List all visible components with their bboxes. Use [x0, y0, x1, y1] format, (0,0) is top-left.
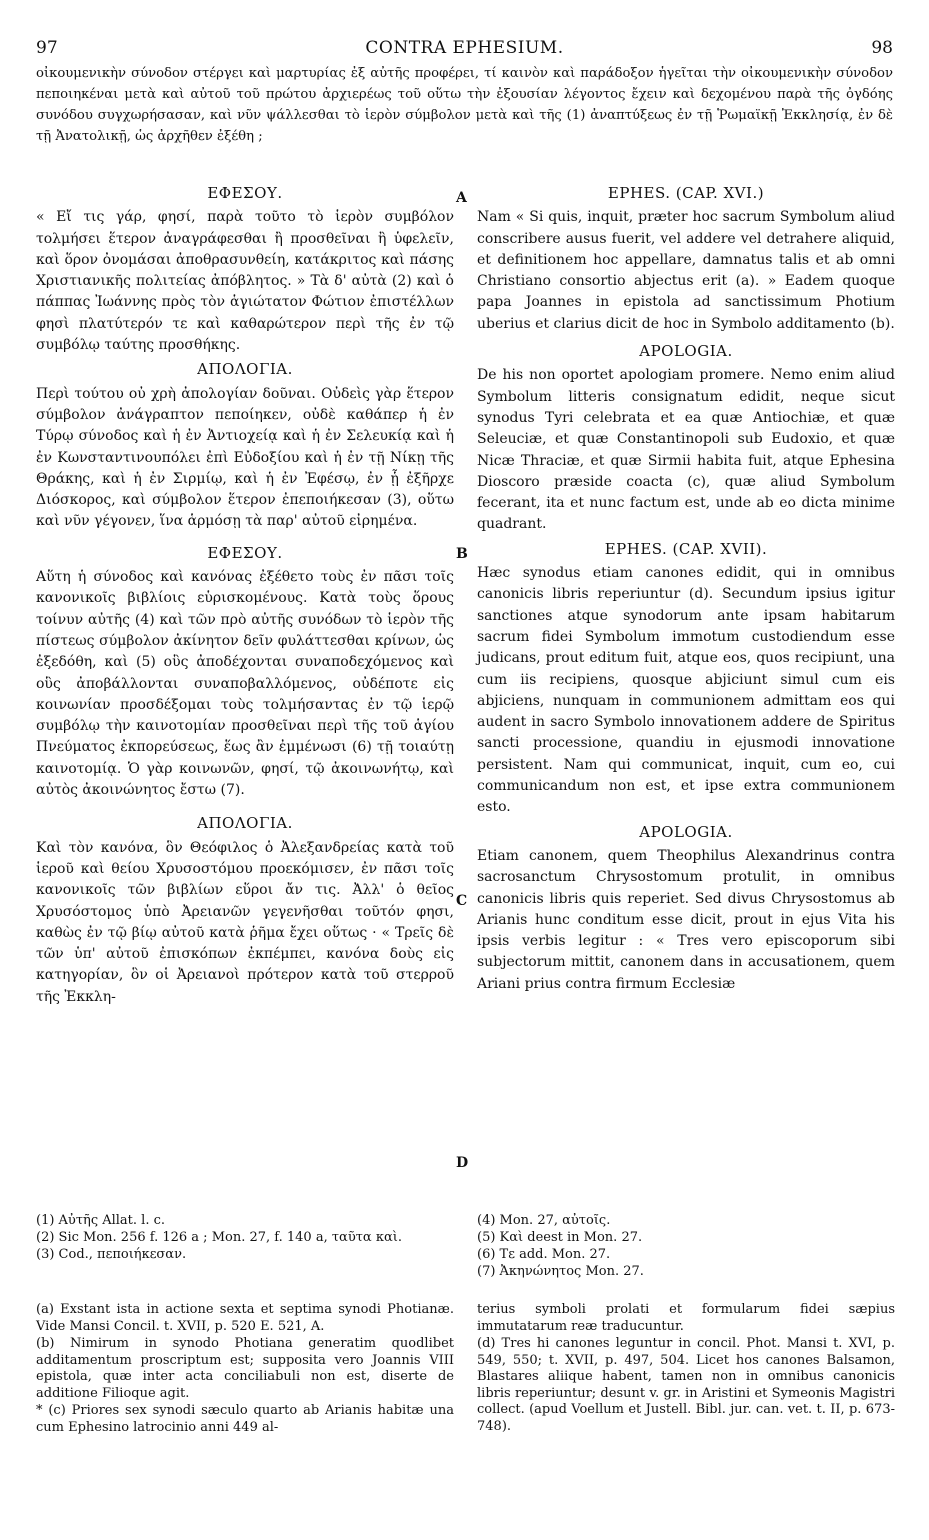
greek-paragraph-1: « Εἴ τις γάρ, φησί, παρὰ τοῦτο τὸ ἱερὸν συμβόλον τολμήσει ἕτερον ἀναγράφεσθαι ἢ προσθεῖναι ἢ ὑφελεῖν, καὶ ὅρον ὀνομάσαι ἀποθρασυνθείη, κατάκριτος καὶ πάσης Χριστιανικῆς πολιτείας ἀπόβλητος. » Τὰ δ' αὐτὰ (2) καὶ ὁ πάππας Ἰωάννης πρὸς τὸν ἁγιώτατον Φώτιον ἐπιστέλλων φησὶ πλατύτερόν τε καὶ καθαρώτερον περὶ τῆς ἐν τῷ συμβόλῳ ταύτης προσθήκης. [36, 209, 454, 354]
apparatus-right [477, 1212, 895, 1280]
running-header [0, 38, 929, 60]
apparatus-note: (5) Καὶ deest in Mon. 27. [477, 1230, 643, 1245]
latin-column [477, 180, 895, 995]
footnote: (d) Tres hi canones leguntur in concil. Phot. Mansi t. XVI, p. 549, 550; t. XVII, p. 497, 504. Licet hos canones Balsamon, Blastares aliique habent, tamen non in omnibus canonicis libris reperiuntur; desunt v. gr. in Aristini et Symeonis Magistri collect. (apud Voellum et Justell. Bibl. jur. can. vet. t. II, p. 673-748). [477, 1336, 895, 1434]
latin-heading-ephes-1: EPHES. (CAP. XVI.) [607, 184, 765, 202]
footnote: (b) Nimirum in synodo Photiana generatim quodlibet additamentum proscriptum est; supposita vero Joannis VIII epistola, quæ inter acta conciliabuli non est, diserte de additione Filioque agit. [36, 1336, 454, 1401]
latin-heading-apologia-2: APOLOGIA. [639, 822, 733, 841]
margin-marker-d: D [456, 1155, 469, 1171]
latin-paragraph-2: De his non oportet apologiam promere. Nemo enim aliud Symbolum litteris consignatum edidit, neque sicut synodus Tyri celebrata et ea quæ Antiochiæ, et quæ Seleuciæ, et quæ Constantinopoli sub Eudoxio, et quæ Nicæ Thraciæ, et quæ Sirmii habita fuit, atque Ephesina Dioscoro præside coacta (c), quæ aliud Symbolum fecerant, ita et nunc factum est, unde ab eo dicta minime quadrant. [477, 367, 895, 533]
footnotes-left [36, 1302, 454, 1437]
greek-paragraph-2: Περὶ τούτου οὐ χρὴ ἀπολογίαν δοῦναι. Οὐδεὶς γὰρ ἕτερον σύμβολον ἀνάγραπτον πεποίηκεν, οὐδὲ καθάπερ ἡ ἐν Τύρῳ σύνοδος καὶ ἡ ἐν Ἀντιοχείᾳ καὶ ἡ ἐν Σελευκίᾳ καὶ ἡ ἐν Κωνσταντινουπόλει ἐπὶ Εὐδοξίου καὶ ἡ ἐν τῇ Νίκῃ τῆς Θράκης, καὶ ἡ ἐν Σιρμίῳ, καὶ ἡ ἐν Ἐφέσῳ, ἐν ᾗ ἐξῆρχε Διόσκορος, καὶ σύμβολον ἕτερον ἐπεποιήκεσαν (3), οὕτω καὶ νῦν γέγονεν, ἵνα ἁρμόσῃ τὰ παρ' αὐτοῦ εἰρημένα. [36, 385, 454, 530]
apparatus-note: (6) Τε add. Mon. 27. [477, 1247, 611, 1262]
greek-heading-apologia-2: ΑΠΟΛΟΓΙΑ. [197, 814, 293, 833]
footnotes-right [477, 1302, 895, 1436]
apparatus-left [36, 1212, 454, 1263]
margin-marker-b: B [456, 546, 468, 562]
apparatus-note: (1) Αὐτῆς Allat. l. c. [36, 1213, 166, 1228]
apparatus-note: (2) Sic Mon. 256 f. 126 a ; Mon. 27, f. 140 a, ταῦτα καὶ. [36, 1230, 402, 1245]
latin-heading-apologia-1: APOLOGIA. [639, 342, 733, 361]
greek-heading-ephesou-2: ΕΦΕΣΟΥ. [207, 543, 283, 562]
latin-heading-ephes-2: EPHES. (CAP. XVII). [604, 539, 768, 558]
greek-column [36, 180, 454, 1008]
latin-paragraph-4: Etiam canonem, quem Theophilus Alexandrinus contra sacrosanctum Chrysostomum protulit, in omnibus canonicis libris quis reperiet. Sed divus Chrysostomus ab Arianis hunc conditum esse dicit, prout in ejus Vita his ipsis verbis legitur : « Tres vero episcoporum sibi subjectorum mittit, canonem dans in accusationem, quem Ariani prius contra firmum Ecclesiæ [477, 847, 895, 992]
greek-paragraph-3: Αὕτη ἡ σύνοδος καὶ κανόνας ἐξέθετο τοὺς ἐν πᾶσι τοῖς κανονικοῖς βιβλίοις εὑρισκομένους. Κατὰ τοὺς ὅρους τοίνυν αὐτῆς (4) καὶ τῶν πρὸ αὐτῆς συνόδων τὸ ἱερὸν τῆς πίστεως σύμβολον ἀκίνητον δεῖν φυλάττεσθαι κρίνων, ὡς ἐξεδόθη, καὶ (5) οὓς ἀποδέχονται συναποδεχόμενος καὶ οὓς ἀποβάλλονται συναποβαλλόμενος, οὐδέποτε εἰς κοινωνίαν προσδέξομαι τοὺς τολμήσαντας ἐν τῷ ἱερῷ συμβόλῳ τὴν καινοτομίαν προσθεῖναι περὶ τῆς τοῦ ἁγίου Πνεύματος ἐκπορεύσεως, ἕως ἂν ἐμμένωσι (6) τῇ τοιαύτῃ καινοτομίᾳ. Ὁ γὰρ κοινωνῶν, φησί, τῷ ἀκοινωνήτῳ, καὶ αὐτὸς ἀκοινώνητος ἔστω (7). [36, 569, 454, 799]
page-number-left: 97 [36, 38, 58, 58]
apparatus-note: (7) Ἀκηνώνητος Mon. 27. [477, 1264, 644, 1279]
apparatus-note: (4) Mon. 27, αὐτοῖς. [477, 1213, 611, 1228]
footnote: (a) Exstant ista in actione sexta et septima synodi Photianæ. Vide Mansi Concil. t. XVII, p. 520 E. 521, A. [36, 1302, 454, 1334]
apparatus-note: (3) Cod., πεποιήκεσαν. [36, 1247, 187, 1262]
margin-marker-c: C [456, 893, 468, 909]
margin-marker-a: A [456, 190, 467, 206]
footnote: * (c) Priores sex synodi sæculo quarto ab Arianis habitæ una cum Ephesino latrocinio anni 449 al- [36, 1403, 454, 1435]
latin-paragraph-1: Nam « Si quis, inquit, præter hoc sacrum Symbolum aliud conscribere ausus fuerit, vel addere vel detrahere aliquid, et definitionem hoc appellare, damnatus talis et ab omni Christiano consortio abjectus erit (a). » Eadem quoque papa Joannes in epistola ad sanctissimum Photium uberius et clarius dicit de hoc in Symbolo additamento (b). [477, 209, 895, 332]
footnote: terius symboli prolati et formularum fidei sæpius immutatarum reæ traducuntur. [477, 1302, 895, 1334]
greek-heading-ephesou-1: ΕΦΕΣΟΥ. [207, 184, 283, 202]
running-title: CONTRA EPHESIUM. [365, 38, 564, 58]
page-number-right: 98 [871, 38, 893, 58]
greek-heading-apologia-1: ΑΠΟΛΟΓΙΑ. [197, 360, 293, 379]
latin-paragraph-3: Hæc synodus etiam canones edidit, qui in omnibus canonicis libris reperiuntur (d). Secundum ipsius igitur sanctiones atque synodorum ante ipsam habitarum sacrum fidei Symbolum immotum custodiendum esse judicans, prout editum fuit, atque eos, quos recipiunt, una cum iis recipiens, quosque abjiciunt simul cum eis abjiciens, nunquam in communionem admittam eos qui audent in sacro Symbolo innovationem addere de Spiritus sancti processione, quandiu in ejusmodi innovatione persistent. Nam qui communicat, inquit, cum eo, cui communicandum non est, et ipse extra communionem esto. [477, 565, 895, 816]
intro-paragraph: οἰκουμενικὴν σύνοδον στέργει καὶ μαρτυρίας ἐξ αὐτῆς προφέρει, τί καινὸν καὶ παράδοξον ἡγεῖται τὴν οἰκουμενικὴν σύνοδον πεποιηκέναι μετὰ καὶ αὐτοῦ τοῦ πρώτου ἀρχιερέως τοῦ οὕτω τὴν ἐξουσίαν λέγοντος ἔχειν καὶ δεχομένου παρὰ τῆς ὀγδόης συνόδου συγχωρήσασαν, καὶ νῦν ψάλλεσθαι τὸ ἱερὸν σύμβολον μετὰ καὶ τῆς (1) ἀναπτύξεως ἐν τῇ Ῥωμαϊκῇ Ἐκκλησίᾳ, ἐν δὲ τῇ Ἀνατολικῇ, ὡς ἀρχῆθεν ἐξέθη ; [36, 66, 893, 144]
greek-paragraph-4: Καὶ τὸν κανόνα, ὃν Θεόφιλος ὁ Ἀλεξανδρείας κατὰ τοῦ ἱεροῦ καὶ θείου Χρυσοστόμου προεκόμισεν, ἐν πᾶσι τοῖς κανονικοῖς τῶν βιβλίων εὕροι ἄν τις. Ἀλλ' ὁ θεῖος Χρυσόστομος ὑπὸ Ἀρειανῶν γεγενῆσθαι τοῦτόν φησι, καθὼς ἐν τῷ βίῳ αὐτοῦ κατὰ ῥῆμα ἔχει οὕτως · « Τρεῖς δὲ τῶν ὑπ' αὐτοῦ ἐπισκόπων ἐκπέμπει, κανόνα δοὺς εἰς κατηγορίαν, ὃν οἱ Ἀρειανοὶ πρότερον κατὰ τοῦ στερροῦ τῆς Ἐκκλη- [36, 839, 454, 1005]
